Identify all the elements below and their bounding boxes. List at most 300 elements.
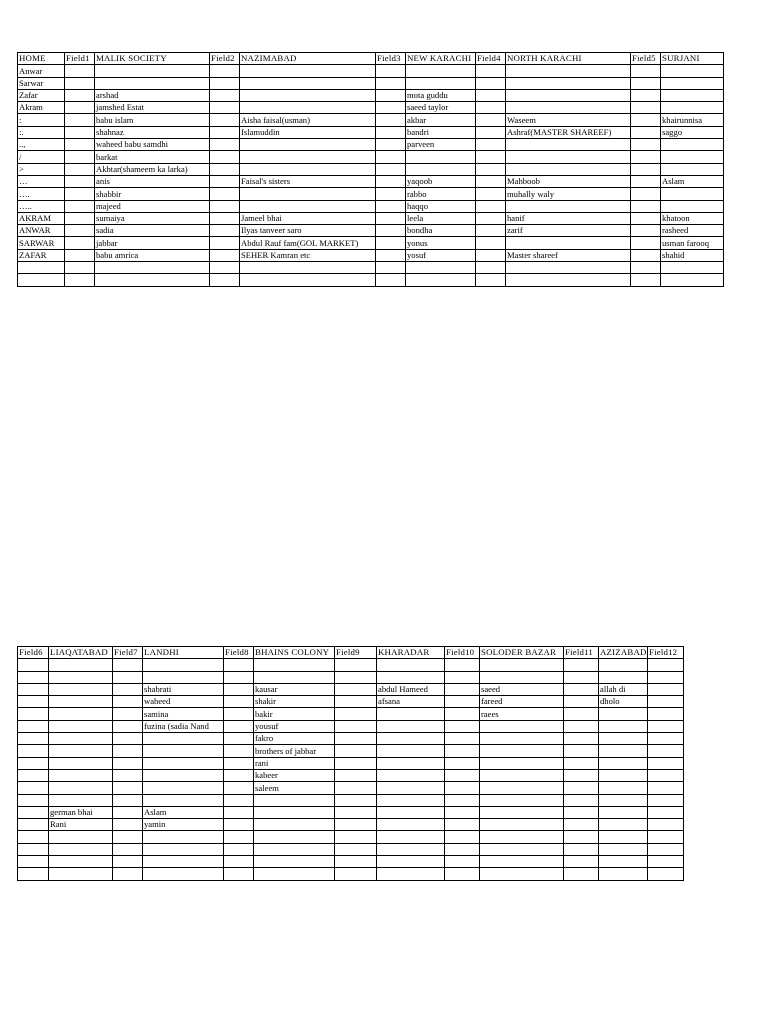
table-cell <box>445 794 480 806</box>
table-cell <box>376 274 406 286</box>
table-row <box>18 274 724 286</box>
table-row <box>18 708 684 720</box>
table-cell: bondha <box>406 225 476 237</box>
column-header: Field2 <box>210 53 240 65</box>
table-cell <box>143 671 224 683</box>
table-cell <box>143 659 224 671</box>
table-cell <box>335 659 377 671</box>
column-header: Field12 <box>648 647 684 659</box>
table-cell <box>210 151 240 163</box>
table-cell <box>143 856 224 868</box>
table-cell <box>113 745 143 757</box>
table-cell <box>564 831 599 843</box>
table-cell <box>65 151 95 163</box>
table-cell <box>406 163 476 175</box>
table-cell <box>506 274 631 286</box>
table-cell <box>65 200 95 212</box>
table-row <box>18 757 684 769</box>
column-header: Field5 <box>631 53 661 65</box>
table-cell: khairunnisa <box>661 114 724 126</box>
table-row <box>18 733 684 745</box>
table-cell <box>476 126 506 138</box>
table-cell: Master shareef <box>506 249 631 261</box>
table-cell <box>599 708 648 720</box>
column-header: NAZIMABAD <box>240 53 376 65</box>
table-cell <box>445 856 480 868</box>
table-cell: Anwar <box>18 65 65 77</box>
table-cell <box>18 757 49 769</box>
table-cell: …. <box>18 188 65 200</box>
table-cell <box>95 262 210 274</box>
table-cell <box>376 212 406 224</box>
table-cell <box>506 89 631 101</box>
table-cell <box>476 89 506 101</box>
table-cell <box>335 708 377 720</box>
table-cell <box>65 89 95 101</box>
table-cell <box>406 151 476 163</box>
column-header: AZIZABAD <box>600 647 647 658</box>
table-cell <box>240 188 376 200</box>
table-cell <box>224 708 254 720</box>
table-cell <box>210 163 240 175</box>
table-cell <box>113 806 143 818</box>
table-cell <box>476 262 506 274</box>
table-cell <box>240 163 376 175</box>
table-cell <box>445 843 480 855</box>
table-cell <box>480 819 564 831</box>
table-cell <box>648 708 684 720</box>
table-row <box>18 77 724 89</box>
table-cell <box>564 782 599 794</box>
table-cell <box>476 77 506 89</box>
table-cell: Mahboob <box>506 175 631 187</box>
table-cell <box>661 188 724 200</box>
table-cell <box>631 163 661 175</box>
table-cell <box>564 683 599 695</box>
table-cell <box>335 769 377 781</box>
table-cell <box>480 868 564 880</box>
table-cell <box>506 77 631 89</box>
table-cell <box>661 151 724 163</box>
table-cell <box>564 757 599 769</box>
table-cell <box>480 757 564 769</box>
header-row <box>18 53 724 65</box>
table-bottom-body <box>18 647 684 881</box>
table-row <box>18 249 724 261</box>
table-cell: rasheed <box>661 225 724 237</box>
table-cell <box>599 659 648 671</box>
table-cell <box>631 114 661 126</box>
table-cell <box>376 102 406 114</box>
table-cell <box>661 102 724 114</box>
table-cell <box>476 114 506 126</box>
table-cell <box>445 868 480 880</box>
table-cell <box>18 708 49 720</box>
table-cell: .., <box>18 139 65 151</box>
table-cell <box>113 733 143 745</box>
table-cell <box>631 225 661 237</box>
table-cell <box>113 819 143 831</box>
table-cell <box>599 720 648 732</box>
table-cell <box>113 720 143 732</box>
table-cell <box>648 819 684 831</box>
table-cell <box>599 782 648 794</box>
table-cell <box>376 200 406 212</box>
table-cell: SARWAR <box>18 237 65 249</box>
table-cell <box>49 708 113 720</box>
table-cell <box>65 225 95 237</box>
table-cell <box>631 274 661 286</box>
table-cell <box>224 745 254 757</box>
table-cell <box>335 831 377 843</box>
table-cell <box>18 856 49 868</box>
table-cell <box>240 262 376 274</box>
table-cell <box>599 831 648 843</box>
column-header: LANDHI <box>143 647 224 659</box>
table-cell <box>631 175 661 187</box>
table-cell <box>210 77 240 89</box>
table-cell <box>377 733 445 745</box>
table-cell <box>49 671 113 683</box>
table-cell <box>143 868 224 880</box>
table-cell <box>143 831 224 843</box>
table-cell <box>648 843 684 855</box>
table-cell <box>445 769 480 781</box>
table-cell <box>648 745 684 757</box>
table-cell <box>648 720 684 732</box>
table-cell <box>335 733 377 745</box>
table-cell <box>564 708 599 720</box>
table-cell <box>65 77 95 89</box>
table-cell: saeed taylor <box>406 102 476 114</box>
table-cell: kabeer <box>254 769 335 781</box>
table-cell <box>476 200 506 212</box>
column-header: Field7 <box>113 647 143 659</box>
table-cell <box>377 794 445 806</box>
table-cell <box>65 212 95 224</box>
header-row <box>18 647 684 659</box>
table-cell: shabbir <box>95 188 210 200</box>
table-cell <box>445 696 480 708</box>
column-header: Field9 <box>335 647 377 659</box>
table-cell <box>113 769 143 781</box>
table-cell <box>480 733 564 745</box>
table-cell <box>224 671 254 683</box>
table-cell <box>648 683 684 695</box>
table-cell: parveen <box>406 139 476 151</box>
table-cell <box>445 806 480 818</box>
table-cell <box>254 659 335 671</box>
table-row <box>18 225 724 237</box>
table-cell: brothers of jabbar <box>254 745 335 757</box>
table-cell <box>254 843 335 855</box>
table-cell <box>254 671 335 683</box>
table-cell <box>335 819 377 831</box>
column-header: Field3 <box>376 53 406 65</box>
table-row <box>18 659 684 671</box>
table-cell <box>480 782 564 794</box>
table-cell: anis <box>95 175 210 187</box>
table-cell <box>240 200 376 212</box>
table-cell <box>224 794 254 806</box>
table-cell: Faisal's sisters <box>240 175 376 187</box>
table-cell <box>445 733 480 745</box>
table-cell <box>49 856 113 868</box>
table-cell <box>480 671 564 683</box>
table-row <box>18 769 684 781</box>
table-cell: saggo <box>661 126 724 138</box>
table-cell: yonus <box>406 237 476 249</box>
table-cell: Aslam <box>661 175 724 187</box>
table-cell <box>480 720 564 732</box>
table-cell <box>65 262 95 274</box>
table-cell <box>476 175 506 187</box>
table-cell <box>224 819 254 831</box>
column-header: SOLODER BAZAR <box>480 647 564 659</box>
table-cell <box>335 720 377 732</box>
table-cell <box>18 806 49 818</box>
table-cell <box>240 274 376 286</box>
table-cell: saeed <box>480 683 564 695</box>
table-cell <box>224 659 254 671</box>
table-cell <box>143 782 224 794</box>
table-cell <box>240 139 376 151</box>
table-cell: babu amrica <box>95 249 210 261</box>
table-cell <box>445 720 480 732</box>
table-cell: Akram <box>18 102 65 114</box>
table-cell <box>113 831 143 843</box>
table-cell <box>377 843 445 855</box>
table-top-body <box>18 53 724 287</box>
table-cell <box>335 683 377 695</box>
table-cell <box>599 819 648 831</box>
table-cell: Ilyas tanveer saro <box>240 225 376 237</box>
table-cell: :. <box>18 126 65 138</box>
table-cell: sadia <box>95 225 210 237</box>
table-cell <box>210 139 240 151</box>
table-cell: Rani <box>49 819 113 831</box>
table-cell <box>335 806 377 818</box>
table-cell <box>661 163 724 175</box>
table-row <box>18 831 684 843</box>
table-cell <box>49 720 113 732</box>
table-cell <box>113 683 143 695</box>
table-cell <box>18 819 49 831</box>
table-cell: dholo <box>599 696 648 708</box>
table-cell <box>49 757 113 769</box>
table-cell <box>143 745 224 757</box>
table-cell <box>631 249 661 261</box>
table-cell: … <box>18 175 65 187</box>
table-cell: ANWAR <box>18 225 65 237</box>
table-cell: shahnaz <box>95 126 210 138</box>
table-cell: waheed babu samdhi <box>95 139 210 151</box>
table-cell <box>224 806 254 818</box>
table-cell <box>445 819 480 831</box>
table-row <box>18 671 684 683</box>
table-row <box>18 720 684 732</box>
table-cell <box>113 843 143 855</box>
table-cell <box>480 745 564 757</box>
table-cell <box>661 89 724 101</box>
table-cell <box>599 733 648 745</box>
table-cell <box>564 671 599 683</box>
table-cell <box>476 188 506 200</box>
table-cell <box>49 782 113 794</box>
table-row <box>18 126 724 138</box>
table-cell <box>113 794 143 806</box>
table-cell <box>376 126 406 138</box>
table-cell: kausar <box>254 683 335 695</box>
table-cell <box>445 831 480 843</box>
column-header: SURJANI <box>661 53 724 65</box>
table-cell <box>18 843 49 855</box>
table-row <box>18 794 684 806</box>
table-cell <box>376 262 406 274</box>
table-cell <box>564 745 599 757</box>
table-cell <box>254 806 335 818</box>
table-cell <box>376 114 406 126</box>
table-cell <box>476 102 506 114</box>
table-cell: samina <box>143 708 224 720</box>
column-header: KHARADAR <box>377 647 445 659</box>
table-cell <box>65 126 95 138</box>
table-cell <box>445 659 480 671</box>
table-row <box>18 819 684 831</box>
table-cell <box>65 175 95 187</box>
table-cell: barkat <box>95 151 210 163</box>
table-row <box>18 151 724 163</box>
table-cell <box>506 151 631 163</box>
table-cell <box>254 794 335 806</box>
table-cell <box>377 868 445 880</box>
table-cell: german bhai <box>49 806 113 818</box>
table-cell <box>240 65 376 77</box>
table-cell: fareed <box>480 696 564 708</box>
table-cell <box>335 843 377 855</box>
table-cell: yousuf <box>254 720 335 732</box>
table-cell <box>224 733 254 745</box>
table-cell <box>648 769 684 781</box>
table-cell <box>476 212 506 224</box>
table-cell <box>506 139 631 151</box>
table-cell <box>95 77 210 89</box>
table-cell <box>65 102 95 114</box>
column-header: MALIK SOCIETY <box>95 53 210 65</box>
table-cell: yaqoob <box>406 175 476 187</box>
table-cell <box>648 733 684 745</box>
table-cell <box>224 856 254 868</box>
table-cell: abdul Hameed <box>377 683 445 695</box>
table-cell <box>240 151 376 163</box>
table-cell <box>445 671 480 683</box>
table-cell <box>406 65 476 77</box>
table-cell: > <box>18 163 65 175</box>
table-cell: hanif <box>506 212 631 224</box>
table-cell: babu islam <box>95 114 210 126</box>
table-cell <box>65 139 95 151</box>
table-cell <box>210 237 240 249</box>
table-cell <box>564 733 599 745</box>
table-cell <box>18 733 49 745</box>
table-cell <box>564 769 599 781</box>
table-cell: Akhtar(shameem ka larka) <box>95 163 210 175</box>
table-cell: Sarwar <box>18 77 65 89</box>
table-cell <box>240 89 376 101</box>
table-cell <box>49 696 113 708</box>
table-cell: bandri <box>406 126 476 138</box>
table-cell: fakro <box>254 733 335 745</box>
table-cell <box>376 225 406 237</box>
table-cell <box>240 102 376 114</box>
table-cell <box>254 856 335 868</box>
table-cell <box>376 249 406 261</box>
table-cell <box>631 200 661 212</box>
table-cell <box>564 720 599 732</box>
table-cell <box>210 262 240 274</box>
table-cell <box>648 794 684 806</box>
table-cell <box>210 175 240 187</box>
table-row <box>18 163 724 175</box>
table-cell <box>406 274 476 286</box>
table-cell: Aisha faisal(usman) <box>240 114 376 126</box>
table-cell <box>113 782 143 794</box>
table-cell <box>599 757 648 769</box>
table-row <box>18 65 724 77</box>
table-cell <box>376 237 406 249</box>
column-header: Field8 <box>224 647 254 659</box>
table-cell <box>377 659 445 671</box>
table-cell: akbar <box>406 114 476 126</box>
table-cell <box>377 819 445 831</box>
column-header: LIAQATABAD <box>49 647 113 659</box>
table-cell: Jameel bhai <box>240 212 376 224</box>
table-cell <box>224 769 254 781</box>
table-cell: zarif <box>506 225 631 237</box>
table-cell: yamin <box>143 819 224 831</box>
table-cell <box>143 769 224 781</box>
table-cell <box>113 671 143 683</box>
table-cell: yosuf <box>406 249 476 261</box>
table-cell <box>648 856 684 868</box>
table-cell: ZAFAR <box>18 249 65 261</box>
table-cell <box>599 769 648 781</box>
contacts-table-top <box>17 52 724 287</box>
table-cell <box>65 188 95 200</box>
table-cell <box>564 659 599 671</box>
table-cell <box>445 683 480 695</box>
table-cell <box>476 274 506 286</box>
table-cell <box>210 200 240 212</box>
table-cell: raees <box>480 708 564 720</box>
table-cell <box>445 757 480 769</box>
table-cell <box>18 794 49 806</box>
table-cell: SEHER Kamran etc <box>240 249 376 261</box>
table-cell <box>377 856 445 868</box>
table-cell: / <box>18 151 65 163</box>
table-cell <box>377 708 445 720</box>
table-row <box>18 212 724 224</box>
table-cell <box>254 868 335 880</box>
table-cell: bakir <box>254 708 335 720</box>
table-cell <box>648 659 684 671</box>
table-cell <box>113 659 143 671</box>
table-cell <box>224 868 254 880</box>
table-row <box>18 237 724 249</box>
table-cell <box>564 856 599 868</box>
table-cell <box>113 757 143 769</box>
table-cell <box>143 757 224 769</box>
